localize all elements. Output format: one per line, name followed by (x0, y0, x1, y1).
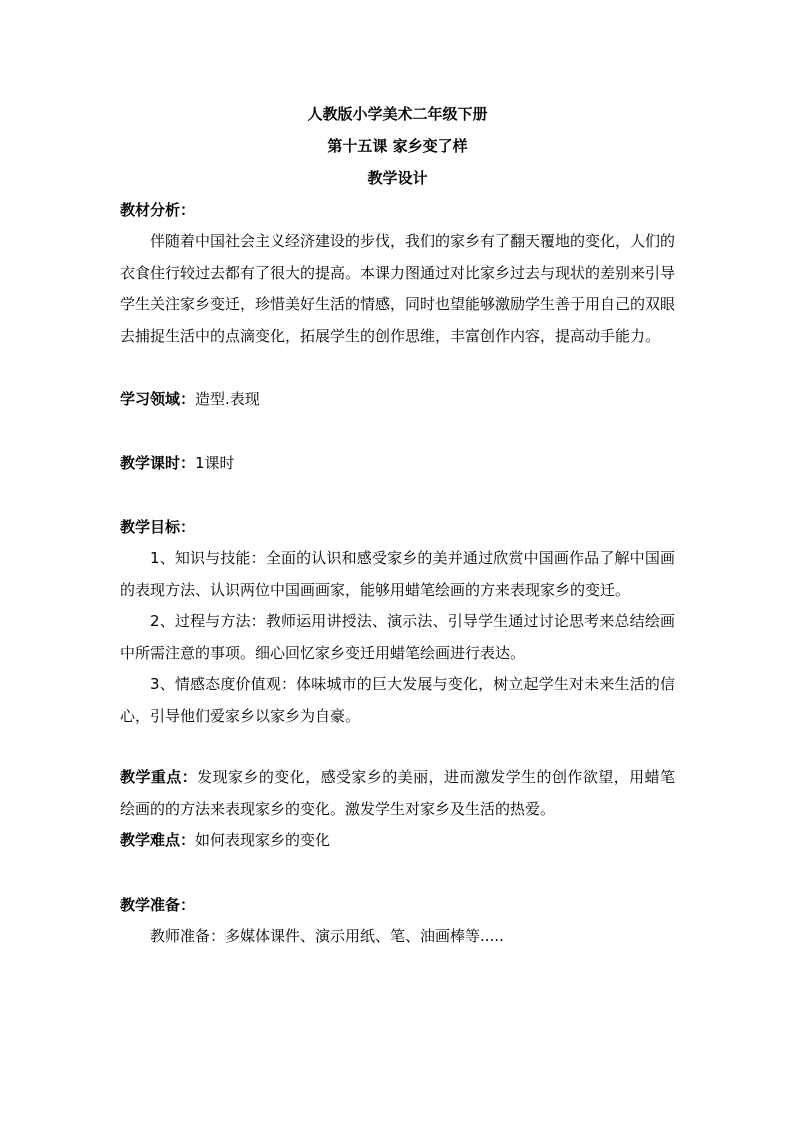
goals-heading: 教学目标： (120, 518, 196, 536)
class-period-value: 1课时 (195, 453, 235, 472)
section-spacer (120, 732, 675, 762)
difficulty-label: 教学难点： (120, 831, 196, 849)
key-point-value: 发现家乡的变化，感受家乡的美丽，进而激发学生的创作欲望，用蜡笔绘画的的方法来表现家乡的变化。激发学生对家乡及生活的热爱。 (120, 768, 675, 818)
document-subtitle: 教学设计 (367, 169, 428, 187)
learning-domain-value: 造型.表现 (195, 390, 260, 408)
section-spacer (120, 416, 675, 448)
preparation-heading: 教学准备： (120, 895, 196, 914)
goal-item-1: 1、知识与技能：全面的认识和感受家乡的美并通过欣赏中国画作品了解中国画的表现方法、认识两位中国画画家，能够用蜡笔绘画的方来表现家乡的变迁。 (120, 549, 675, 599)
class-period-row (120, 448, 675, 480)
key-point-label: 教学重点： (120, 768, 198, 786)
document-content (120, 98, 675, 952)
preparation-text: 教师准备：多媒体课件、演示用纸、笔、油画棒等..... (150, 926, 504, 945)
document-title: 人教版小学美术二年级下册 (307, 105, 488, 123)
key-point-row (120, 762, 675, 825)
learning-domain-row (120, 384, 675, 416)
class-period-label: 教学课时： (120, 453, 196, 472)
goal-item-3: 3、情感态度价值观：体味城市的巨大发展与变化，树立起学生对未来生活的信心，引导他们爱家乡以家乡为自豪。 (120, 675, 675, 725)
section-spacer (120, 857, 675, 889)
goal-item-2: 2、过程与方法：教师运用讲授法、演示法、引导学生通过讨论思考来总结绘画中所需注意的事项。细心回忆家乡变迁用蜡笔绘画进行表达。 (120, 612, 675, 662)
difficulty-value: 如何表现家乡的变化 (195, 831, 331, 849)
lesson-title: 第十五课 家乡变了样 (327, 137, 468, 155)
learning-domain-label: 学习领域： (120, 390, 196, 408)
difficulty-row (120, 825, 675, 857)
section-spacer (120, 479, 675, 511)
analysis-text: 伴随着中国社会主义经济建设的步伐，我们的家乡有了翻天覆地的变化，人们的衣食住行较过去都有了很大的提高。本课力图通过对比家乡过去与现状的差别来引导学生关注家乡变迁，珍惜美好生活的情感，同时也望能够激励学生善于用自己的双眼去捕捉生活中的点滴变化，拓展学生的创作思维，丰富创作内容，提高动手能力。 (120, 232, 676, 345)
analysis-heading: 教材分析： (120, 201, 196, 219)
section-spacer (120, 352, 675, 384)
